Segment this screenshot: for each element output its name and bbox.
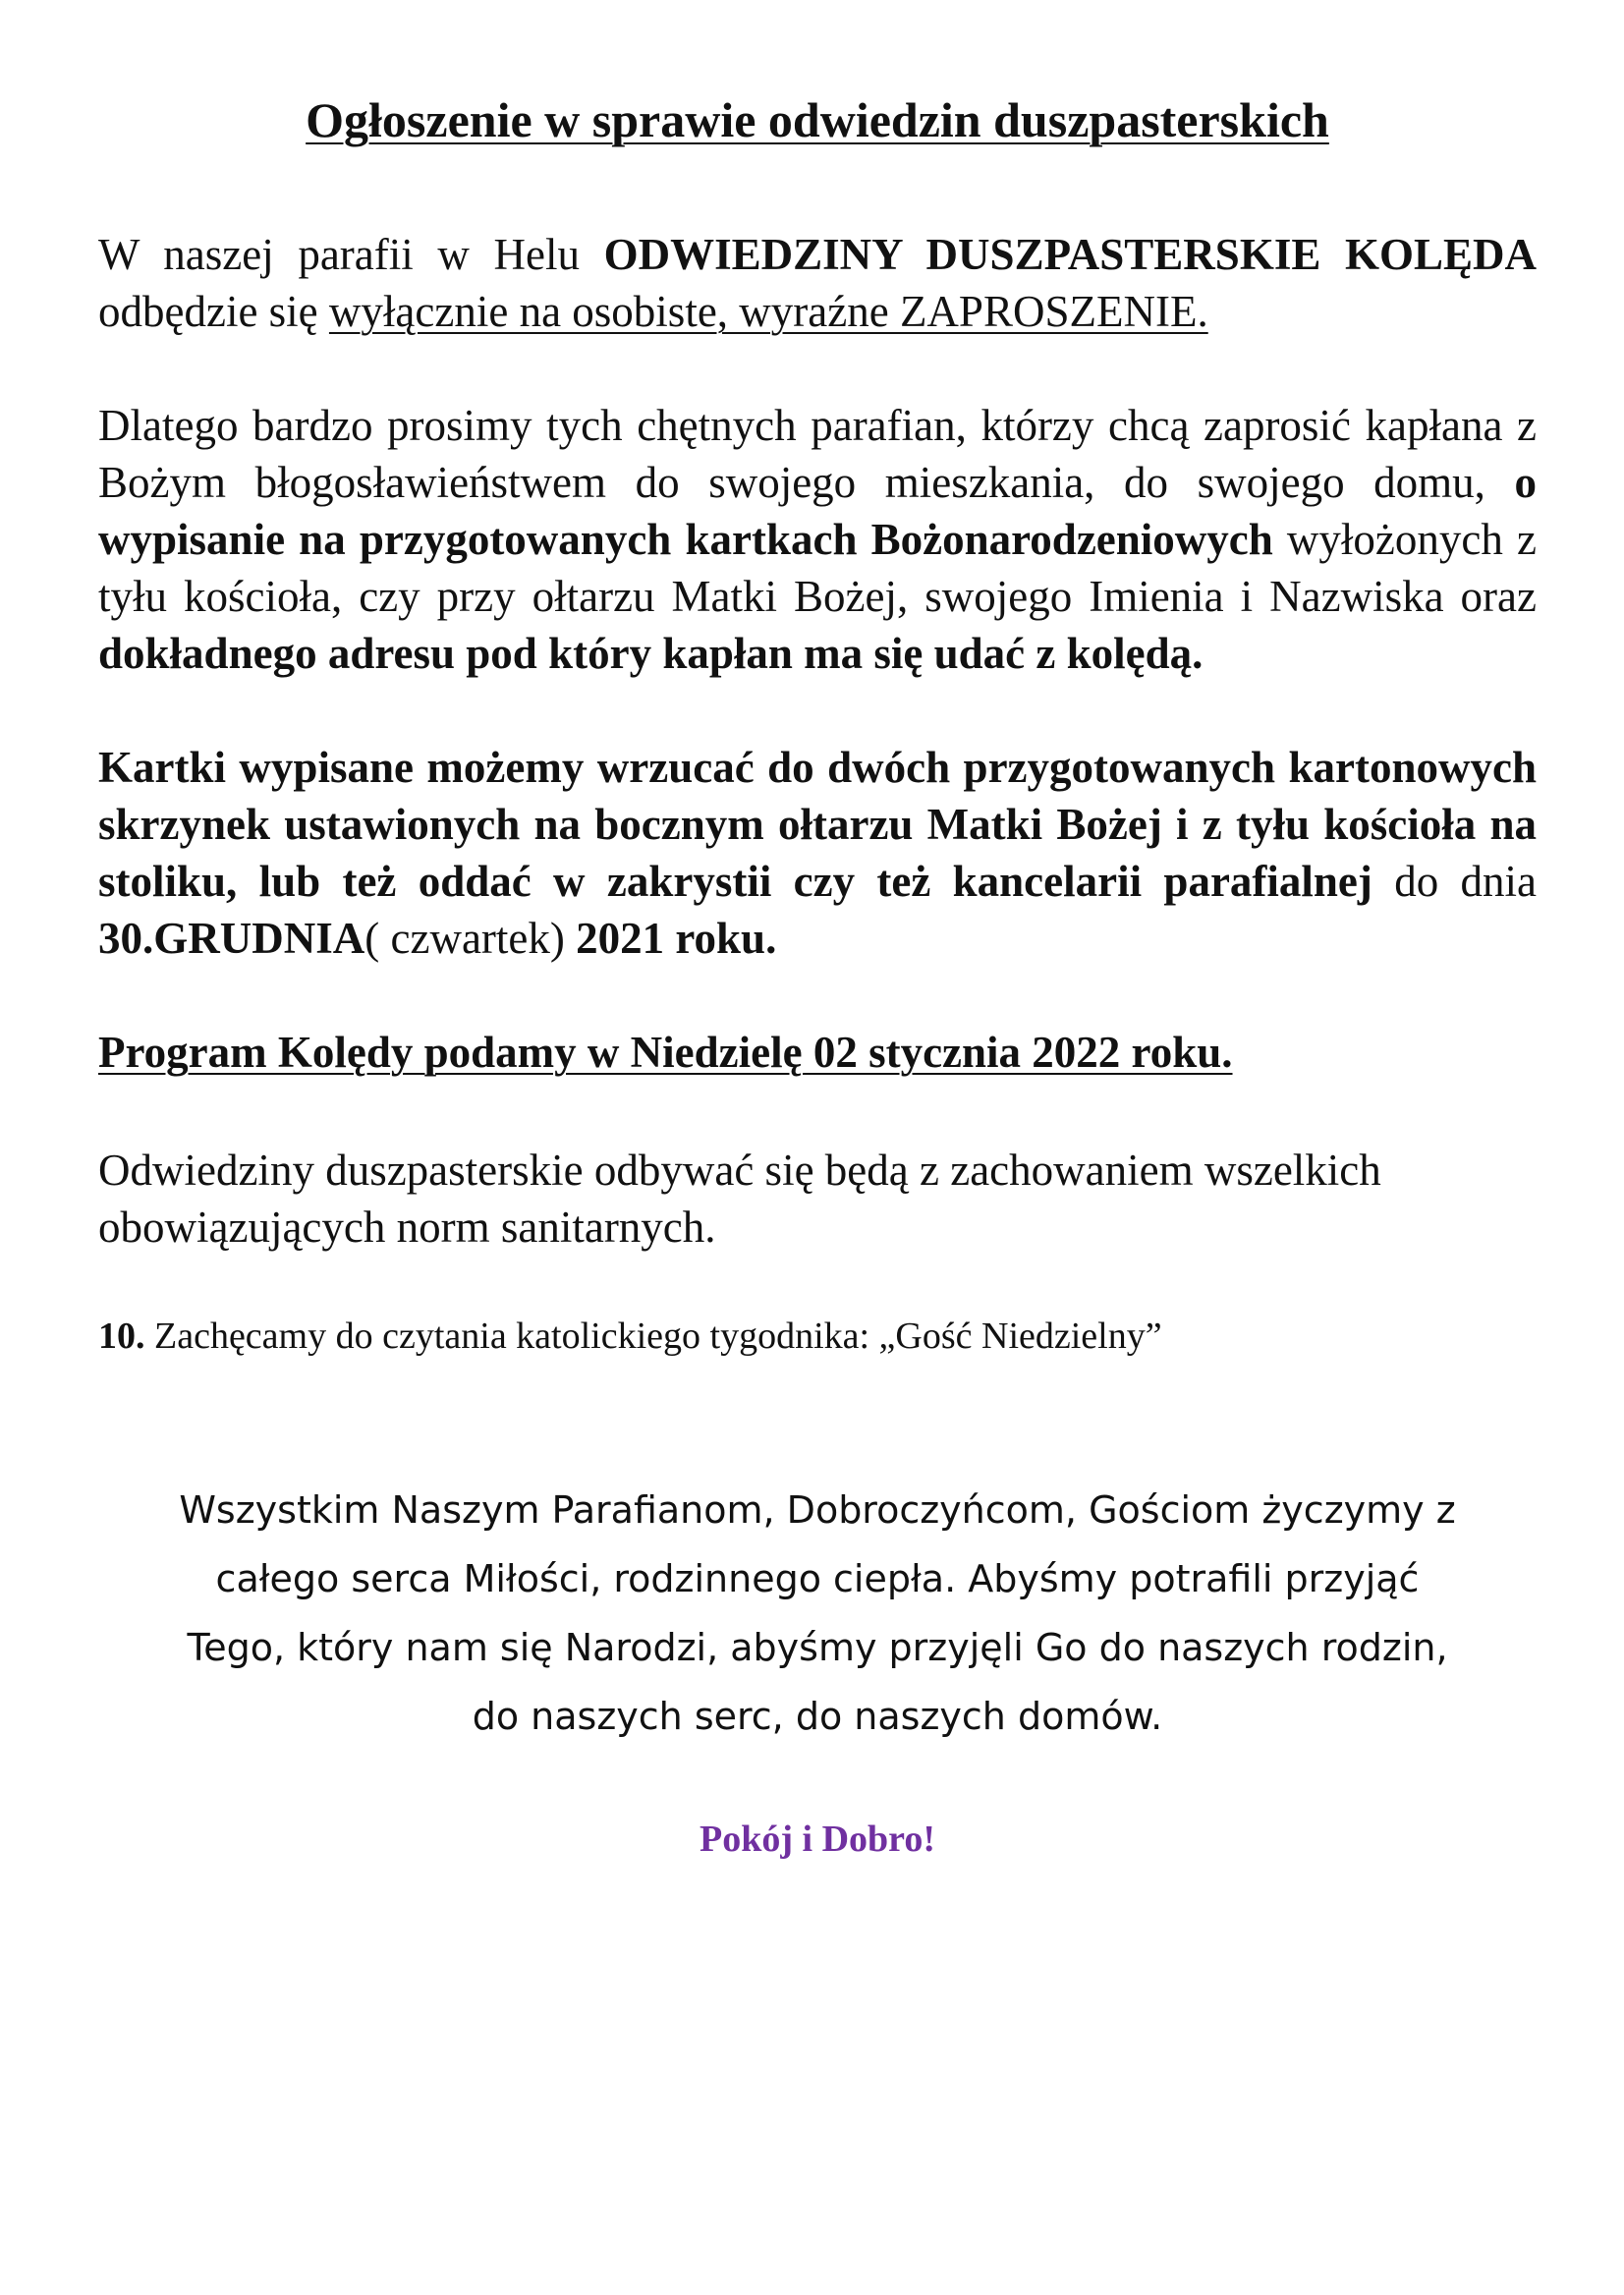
p3-date-bold: 30.GRUDNIA xyxy=(98,914,365,963)
wish-line-4: do naszych serc, do naszych domów. xyxy=(472,1695,1163,1738)
paragraph-invitation xyxy=(98,226,1537,340)
program-announcement: Program Kolędy podamy w Niedzielę 02 stycznia 2022 roku. xyxy=(98,1028,1233,1077)
wish-line-3: Tego, który nam się Narodzi, abyśmy przyjęli Go do naszych rodzin, xyxy=(187,1626,1448,1669)
wish-line-2: całego serca Miłości, rodzinnego ciepła. Abyśmy potrafili przyjąć xyxy=(215,1557,1420,1600)
p2-text-1: Dlatego bardzo prosimy tych chętnych parafian, którzy chcą zaprosić kapłana z Bożym błogosławieństwem do swojego mieszkania, do swojego domu, xyxy=(98,401,1537,507)
paragraph-cards xyxy=(98,739,1537,967)
p1-text-1: W naszej parafii w Helu xyxy=(98,230,604,279)
p3-year-bold: 2021 roku. xyxy=(576,914,777,963)
p3-weekday: ( czwartek) xyxy=(364,914,577,963)
page-title: Ogłoszenie w sprawie odwiedzin duszpasterskich xyxy=(306,92,1329,147)
p3-text-1: do dnia xyxy=(1372,857,1537,906)
p1-kolęda-bold: ODWIEDZINY DUSZPASTERSKIE KOLĘDA xyxy=(603,230,1537,279)
wish-line-1: Wszystkim Naszym Parafianom, Dobroczyńcom, Gościom życzymy z xyxy=(179,1488,1456,1532)
p2-address-bold: dokładnego adresu pod który kapłan ma się udać z kolędą. xyxy=(98,629,1204,678)
paragraph-request xyxy=(98,397,1537,682)
p1-text-2: odbędzie się xyxy=(98,287,329,336)
note-text: Zachęcamy do czytania katolickiego tygodnika: „Gość Niedzielny” xyxy=(144,1315,1162,1357)
announcement-page xyxy=(98,90,1537,1900)
paragraph-sanitary: Odwiedziny duszpasterskie odbywać się będą z zachowaniem wszelkich obowiązujących norm sanitarnych. xyxy=(98,1146,1381,1252)
closing-greeting: Pokój i Dobro! xyxy=(700,1819,935,1860)
p1-invitation-underlined: wyłącznie na osobiste, wyraźne ZAPROSZENIE. xyxy=(328,287,1208,336)
p3-boxes-bold: Kartki wypisane możemy wrzucać do dwóch przygotowanych kartonowych skrzynek ustawionych na bocznym ołtarzu Matki Bożej i z tyłu kościoła na stoliku, lub też oddać w zakrystii czy też kancelarii parafialnej xyxy=(98,743,1537,906)
note-number: 10. xyxy=(98,1315,145,1357)
p2-text-2: wyłożonych z tyłu kościoła, czy przy ołtarzu Matki Bożej, swojego Imienia i Nazwiska oraz xyxy=(98,515,1537,621)
christmas-wishes xyxy=(98,1476,1537,1751)
note-item xyxy=(98,1313,1537,1360)
p2-cards-bold: o wypisanie na przygotowanych kartkach Bożonarodzeniowych xyxy=(98,458,1537,564)
